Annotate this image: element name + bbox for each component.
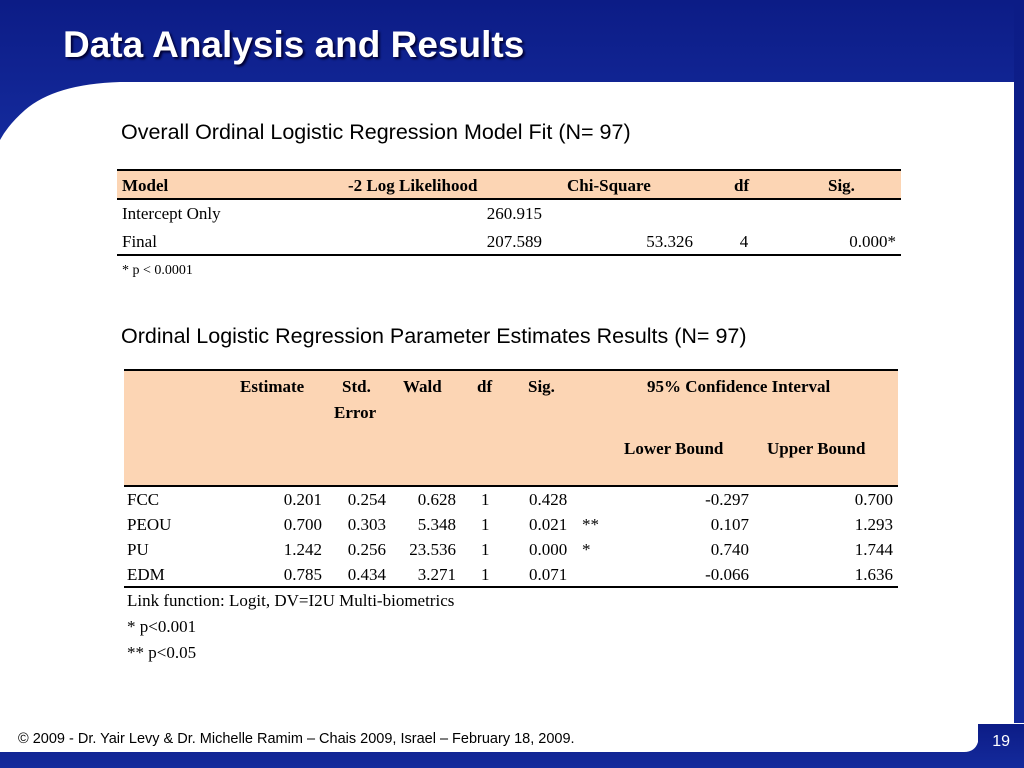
table2-row-sig: 0.428	[529, 490, 568, 509]
table2-row-upper: 0.700	[854, 490, 893, 509]
table2-row-upper: 1.293	[854, 515, 893, 534]
table2-note-p001: * p<0.001	[127, 617, 197, 636]
table1-header-sig: Sig.	[828, 176, 855, 195]
table2-heading: Ordinal Logistic Regression Parameter Estimates Results (N= 97)	[121, 324, 747, 348]
table1-row-sig: 0.000*	[849, 232, 896, 251]
table2-row-lower: -0.297	[705, 490, 749, 509]
table2-header-stderr: Std.	[342, 377, 371, 396]
table2-row-upper: 1.744	[854, 540, 893, 559]
slide-footer: © 2009 - Dr. Yair Levy & Dr. Michelle Ramim – Chais 2009, Israel – February 18, 2009.	[18, 731, 575, 747]
table2-row-sig: 0.071	[529, 565, 568, 584]
table1-header-df: df	[734, 176, 750, 195]
table1-header-likelihood: -2 Log Likelihood	[348, 176, 478, 195]
table2-row-estimate: 0.700	[283, 515, 322, 534]
table2-header-stderr-2: Error	[334, 403, 377, 422]
table2-row-df: 1	[481, 565, 490, 584]
table2-row-flag: **	[582, 515, 599, 534]
table2-note-p05: ** p<0.05	[127, 643, 197, 662]
table1-header-rule	[117, 198, 901, 200]
table2-row-sig: 0.021	[529, 515, 568, 534]
table2-row-wald: 23.536	[409, 540, 456, 559]
table1-row-label: Intercept Only	[122, 204, 221, 223]
table1-row-likelihood: 260.915	[486, 204, 542, 223]
table2-row-flag: *	[582, 540, 591, 559]
table2-bottom-rule	[124, 586, 898, 588]
table2-row-df: 1	[481, 515, 490, 534]
table1-note: * p < 0.0001	[122, 263, 193, 278]
table2-row-upper: 1.636	[854, 565, 893, 584]
table2-row-wald: 5.348	[417, 515, 456, 534]
table2-row-stderr: 0.256	[347, 540, 386, 559]
table2-header-wald: Wald	[403, 377, 442, 396]
table1-row-label: Final	[122, 232, 157, 251]
table2-header-sig: Sig.	[528, 377, 555, 396]
table1-header-model: Model	[122, 176, 169, 195]
table1-bottom-rule	[117, 254, 901, 256]
table1-row-df: 4	[739, 232, 749, 251]
table1-heading: Overall Ordinal Logistic Regression Model Fit (N= 97)	[121, 120, 631, 144]
table1-header-chisquare: Chi-Square	[567, 176, 651, 195]
table2-header-df: df	[477, 377, 493, 396]
table2-row-wald: 3.271	[417, 565, 456, 584]
table2-row-estimate: 0.201	[283, 490, 322, 509]
table2-row-lower: 0.740	[710, 540, 749, 559]
table2-row-stderr: 0.303	[347, 515, 386, 534]
table2-top-rule	[124, 369, 898, 371]
table2-row-estimate: 0.785	[283, 565, 322, 584]
table2-header-ci: 95% Confidence Interval	[647, 377, 831, 396]
slide-title: Data Analysis and Results	[63, 24, 525, 65]
table2-row-stderr: 0.254	[347, 490, 386, 509]
table2-row-label: FCC	[127, 490, 160, 509]
table2-row-lower: -0.066	[705, 565, 749, 584]
table2-row-stderr: 0.434	[347, 565, 386, 584]
table2-header-estimate: Estimate	[240, 377, 305, 396]
table2-row-wald: 0.628	[417, 490, 456, 509]
table1-top-rule	[117, 169, 901, 171]
table1-row-likelihood: 207.589	[486, 232, 542, 251]
table2-row-df: 1	[481, 490, 490, 509]
table1-header-bg	[117, 171, 901, 199]
page-number: 19	[992, 733, 1010, 750]
table1-row-chisquare: 53.326	[646, 232, 693, 251]
table2-note-link: Link function: Logit, DV=I2U Multi-biometrics	[127, 591, 455, 610]
table2-row-lower: 0.107	[710, 515, 749, 534]
table2-row-sig: 0.000	[529, 540, 568, 559]
table2-row-label: PEOU	[127, 515, 172, 534]
table2-row-label: EDM	[127, 565, 165, 584]
table2-row-df: 1	[481, 540, 490, 559]
table2-header-lower: Lower Bound	[624, 439, 724, 458]
table2-header-rule	[124, 485, 898, 487]
table2-header-upper: Upper Bound	[767, 439, 866, 458]
table2-row-label: PU	[127, 540, 149, 559]
table2-row-estimate: 1.242	[283, 540, 322, 559]
